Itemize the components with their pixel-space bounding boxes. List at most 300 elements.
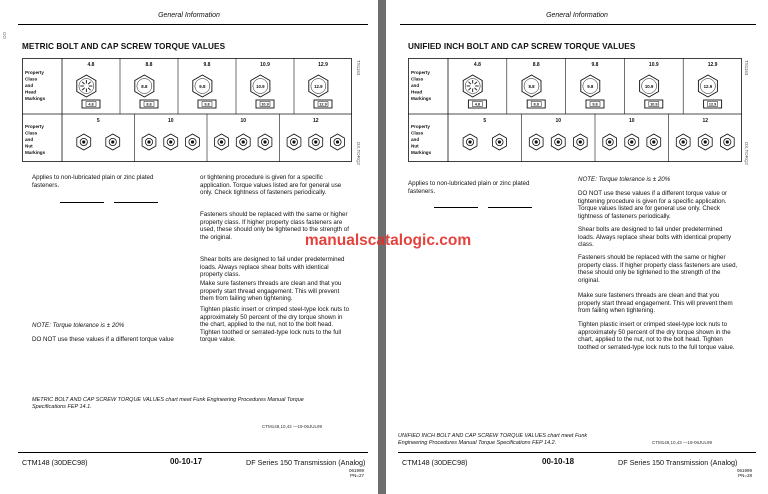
unit-header xyxy=(114,202,136,209)
nut-shape xyxy=(336,140,339,143)
size-cell xyxy=(408,292,434,299)
nut-shape xyxy=(263,140,266,143)
marking-diagram xyxy=(22,58,352,162)
nut-shape xyxy=(220,140,223,143)
head-mark: 9.8 xyxy=(199,84,206,89)
torque-cell xyxy=(136,285,158,292)
torque-cell xyxy=(136,261,158,268)
torque-cell xyxy=(82,250,104,257)
thread-text: Make sure fasteners threads are clean and that you properly start thread engagement. This will prevent them from failing when tightening. xyxy=(578,292,733,315)
shear-bolt-text: Shear bolts are designed to fail under predetermined loads. Always replace shear bolts with identical property class. xyxy=(578,226,732,249)
footer-date: 061999 xyxy=(348,468,364,473)
procedure-text: or tightening procedure is given for a specific application. Torque values listed are for general use only. Check tightness of fasteners periodically. xyxy=(200,174,342,197)
torque-cell xyxy=(488,309,510,316)
footer-rule xyxy=(398,452,756,453)
nut-shape xyxy=(630,140,633,143)
torque-cell xyxy=(488,218,510,225)
torque-cell xyxy=(488,329,510,336)
nut-grade-label: 10 xyxy=(628,118,635,124)
usage-warning: DO NOT use these values if a different torque value or tightening procedure is given for a specific application. Torque values listed are for general use only. Check tightness of fasteners periodically. xyxy=(578,190,728,220)
torque-cell xyxy=(488,268,510,275)
nut-shape xyxy=(169,140,172,143)
torque-cell xyxy=(510,268,532,275)
nut-shape xyxy=(292,140,295,143)
nut-grade-label: 5 xyxy=(96,118,100,124)
side-mark: 9.8 xyxy=(204,102,210,107)
row-label: Class xyxy=(25,76,38,82)
size-cell xyxy=(408,353,434,360)
size-cell xyxy=(408,323,434,330)
torque-cell xyxy=(456,359,478,366)
torque-cell xyxy=(510,255,532,262)
torque-cell xyxy=(114,261,136,268)
torque-cell xyxy=(510,262,532,269)
torque-cell xyxy=(456,316,478,323)
table-row xyxy=(34,291,158,298)
torque-cell xyxy=(434,346,456,353)
torque-cell xyxy=(456,268,478,275)
grade-label: 10.9 xyxy=(648,62,659,68)
size-cell xyxy=(408,218,434,225)
footer-page-info xyxy=(320,468,364,478)
row-label: and xyxy=(25,83,34,88)
table-row xyxy=(408,359,532,366)
torque-cell xyxy=(60,244,82,251)
size-cell xyxy=(408,262,434,269)
head-mark: 8.8 xyxy=(528,84,535,89)
size-cell xyxy=(408,340,434,347)
torque-cell xyxy=(510,292,532,299)
torque-cell xyxy=(114,285,136,292)
torque-cell xyxy=(488,255,510,262)
side-mark: 12.9 xyxy=(319,102,327,107)
row-label: Head xyxy=(411,89,423,95)
torque-cell xyxy=(114,244,136,251)
unit-header xyxy=(510,207,532,214)
table-row xyxy=(34,220,158,227)
table-row xyxy=(408,255,532,262)
torque-cell xyxy=(82,285,104,292)
group-header xyxy=(434,200,478,207)
table-row xyxy=(34,267,158,274)
torque-cell xyxy=(114,250,136,257)
grade-label: 9.8 xyxy=(591,62,599,68)
row-label: Property xyxy=(411,124,430,129)
replacement-text: Fasteners should be replaced with the same or higher property class. If higher property class fasteners are used, these should only be tightened to the strength of the original. xyxy=(200,211,349,241)
torque-cell xyxy=(434,299,456,306)
table-row xyxy=(408,353,532,360)
header-rule xyxy=(18,24,368,25)
torque-cell xyxy=(510,218,532,225)
torque-cell xyxy=(434,323,456,330)
group-header xyxy=(488,200,532,207)
torque-cell xyxy=(456,346,478,353)
torque-cell xyxy=(82,267,104,274)
table-row xyxy=(408,316,532,323)
footer-pn: PN=27 xyxy=(350,473,364,478)
table-row xyxy=(408,299,532,306)
marking-diagram xyxy=(408,58,742,162)
head-mark: 10.9 xyxy=(644,84,654,89)
torque-cell xyxy=(60,261,82,268)
torque-cell xyxy=(488,316,510,323)
size-cell xyxy=(408,225,434,232)
grade-label: 10.9 xyxy=(260,62,270,68)
torque-cell xyxy=(510,329,532,336)
bolt-marking-figure xyxy=(22,58,352,162)
size-cell xyxy=(408,255,434,262)
thread-text: Make sure fasteners threads are clean and that you properly start thread engagement. This will prevent them from failing when tightening. xyxy=(200,280,342,303)
table-row xyxy=(34,250,158,257)
size-cell xyxy=(34,244,60,251)
torque-cell xyxy=(114,274,136,281)
locknut-text: Tighten plastic insert or crimped steel-type lock nuts to approximately 50 percent of the dry torque shown in the chart, applied to the nut, not to the bolt head. Tighten toothed or serrated-type lock nuts to the full torque value. xyxy=(200,306,350,344)
row-label: Class xyxy=(25,130,38,136)
torque-cell xyxy=(114,220,136,227)
header-rule xyxy=(400,24,756,25)
size-cell xyxy=(34,274,60,281)
torque-cell xyxy=(456,218,478,225)
row-label: Property xyxy=(25,70,44,75)
replacement-text: Fasteners should be replaced with the same or higher property class. If higher property class fasteners are used, these should only be tightened to the strength of the original. xyxy=(578,254,738,284)
row-label: Markings xyxy=(411,150,432,155)
table-row xyxy=(408,340,532,347)
side-mark: 8.8 xyxy=(146,102,152,107)
unit-header xyxy=(434,207,456,214)
margin-mark: OO xyxy=(2,32,7,40)
size-cell xyxy=(34,250,60,257)
head-mark: 12.9 xyxy=(703,84,713,89)
nut-shape xyxy=(682,140,685,143)
bolt-marking-figure xyxy=(408,58,742,162)
torque-cell xyxy=(82,220,104,227)
torque-table xyxy=(34,195,158,298)
torque-cell xyxy=(456,309,478,316)
page-title: UNIFIED INCH BOLT AND CAP SCREW TORQUE VALUES xyxy=(408,42,636,51)
grade-label: 12.9 xyxy=(318,62,328,68)
grade-label: 8.8 xyxy=(532,62,540,68)
table-row xyxy=(408,279,532,286)
grade-label: 4.8 xyxy=(87,62,95,68)
table-row xyxy=(408,329,532,336)
page-number: 00-10-17 xyxy=(170,457,203,466)
torque-cell xyxy=(510,225,532,232)
size-cell xyxy=(34,213,60,220)
torque-cell xyxy=(456,225,478,232)
torque-cell xyxy=(488,225,510,232)
torque-cell xyxy=(488,353,510,360)
side-mark: 12.9 xyxy=(708,102,717,107)
size-cell xyxy=(34,285,60,292)
torque-cell xyxy=(488,279,510,286)
figure-code: DX,TORQ2 xyxy=(356,142,361,165)
nut-grade-label: 10 xyxy=(240,118,247,124)
nut-shape xyxy=(608,140,611,143)
torque-cell xyxy=(60,285,82,292)
size-cell xyxy=(34,220,60,227)
nut-grade-label: 5 xyxy=(483,118,487,124)
torque-note: NOTE: Torque tolerance is ± 20% xyxy=(32,322,125,329)
torque-cell xyxy=(488,286,510,293)
torque-cell xyxy=(488,359,510,366)
figure-code: DX,TORQ2 xyxy=(744,142,749,165)
torque-cell xyxy=(136,250,158,257)
torque-cell xyxy=(60,291,82,298)
shear-bolt-text: Shear bolts are designed to fail under predetermined loads. Always replace shear bolts with identical property class. xyxy=(200,256,345,279)
torque-cell xyxy=(488,292,510,299)
size-cell xyxy=(34,226,60,233)
torque-cell xyxy=(114,267,136,274)
grade-label: 9.8 xyxy=(203,62,211,68)
chart-footnote: UNIFIED INCH BOLT AND CAP SCREW TORQUE VALUES chart meet Funk Engineering Procedures Manual Torque Specifications FEP 14.2. xyxy=(398,433,588,446)
torque-cell xyxy=(456,262,478,269)
torque-cell xyxy=(434,340,456,347)
torque-cell xyxy=(434,292,456,299)
unit-header xyxy=(82,202,104,209)
table-row xyxy=(408,346,532,353)
torque-cell xyxy=(82,291,104,298)
nut-shape xyxy=(535,140,538,143)
size-cell xyxy=(408,286,434,293)
torque-cell xyxy=(434,225,456,232)
torque-cell xyxy=(114,226,136,233)
side-mark: 4.8 xyxy=(474,102,481,107)
nut-grade-label: 10 xyxy=(555,118,562,124)
side-mark: 10.9 xyxy=(650,102,658,107)
size-cell xyxy=(34,291,60,298)
torque-cell xyxy=(136,226,158,233)
torque-cell xyxy=(82,274,104,281)
torque-cell xyxy=(488,346,510,353)
torque-cell xyxy=(488,262,510,269)
head-mark: 8.8 xyxy=(141,84,148,89)
usage-warning: DO NOT use these values if a different torque value xyxy=(32,336,174,343)
table-row xyxy=(34,237,158,244)
row-label: Class xyxy=(411,130,424,136)
torque-cell xyxy=(456,286,478,293)
document-code: CTM148,10,43 —19-06JUL99 xyxy=(652,440,713,445)
torque-cell xyxy=(510,353,532,360)
size-header xyxy=(408,200,434,207)
size-cell xyxy=(408,309,434,316)
torque-cell xyxy=(456,255,478,262)
size-cell xyxy=(408,346,434,353)
footer-pn: PN=28 xyxy=(738,473,752,478)
torque-cell xyxy=(136,213,158,220)
torque-cell xyxy=(510,323,532,330)
torque-cell xyxy=(510,299,532,306)
nut-shape xyxy=(314,140,317,143)
torque-cell xyxy=(82,226,104,233)
size-cell xyxy=(34,237,60,244)
row-label: Nut xyxy=(411,143,419,149)
torque-cell xyxy=(456,279,478,286)
torque-cell xyxy=(60,250,82,257)
intro-text: Applies to non-lubricated plain or zinc plated fasteners. xyxy=(408,180,530,195)
footer-rule xyxy=(18,452,368,453)
table-row xyxy=(408,323,532,330)
page-title: METRIC BOLT AND CAP SCREW TORQUE VALUES xyxy=(22,42,226,51)
group-header xyxy=(114,195,158,202)
torque-cell xyxy=(510,340,532,347)
nut-shape xyxy=(557,140,560,143)
nut-grade-label: 10 xyxy=(167,118,174,124)
table-row xyxy=(408,225,532,232)
row-label: Markings xyxy=(25,150,46,155)
table-row xyxy=(34,261,158,268)
torque-cell xyxy=(114,291,136,298)
page-number: 00-10-18 xyxy=(542,457,575,466)
footer-date: 061999 xyxy=(736,468,752,473)
side-mark: 10.9 xyxy=(261,102,269,107)
table-row xyxy=(34,213,158,220)
torque-cell xyxy=(434,359,456,366)
torque-cell xyxy=(60,274,82,281)
side-mark: 4.8 xyxy=(88,102,94,107)
running-head: General Information xyxy=(546,12,608,19)
torque-cell xyxy=(434,255,456,262)
row-label: Head xyxy=(25,89,37,95)
row-label: Nut xyxy=(25,143,33,149)
nut-shape xyxy=(579,140,582,143)
size-cell xyxy=(34,267,60,274)
size-cell xyxy=(408,299,434,306)
row-label: Markings xyxy=(25,96,46,101)
table-row xyxy=(408,218,532,225)
locknut-text: Tighten plastic insert or crimped steel-type lock nuts to approximately 50 percent of the dry torque shown in the chart, applied to the nut, not to the bolt head. Tighten toothed or serrated-type lock nuts to the full torque value. xyxy=(578,321,735,351)
torque-cell xyxy=(510,316,532,323)
unit-header xyxy=(488,207,510,214)
table-row xyxy=(408,286,532,293)
size-cell xyxy=(408,316,434,323)
torque-cell xyxy=(456,299,478,306)
torque-cell xyxy=(510,346,532,353)
figure-code: TS1163 xyxy=(744,60,749,76)
torque-cell xyxy=(488,299,510,306)
figure-code: TS1163 xyxy=(356,60,361,76)
row-label: and xyxy=(411,137,420,142)
nut-shape xyxy=(726,140,729,143)
group-header xyxy=(60,195,104,202)
head-mark: 9.8 xyxy=(587,84,594,89)
torque-cell xyxy=(434,268,456,275)
torque-cell xyxy=(456,323,478,330)
nut-shape xyxy=(242,140,245,143)
nut-shape xyxy=(468,140,471,143)
table-row xyxy=(408,268,532,275)
torque-cell xyxy=(434,309,456,316)
size-cell xyxy=(408,359,434,366)
table-row xyxy=(34,285,158,292)
torque-cell xyxy=(456,340,478,347)
torque-cell xyxy=(434,329,456,336)
torque-cell xyxy=(82,261,104,268)
table-row xyxy=(34,244,158,251)
unit-header xyxy=(456,207,478,214)
torque-cell xyxy=(510,309,532,316)
torque-cell xyxy=(434,262,456,269)
row-label: and xyxy=(25,137,34,142)
torque-cell xyxy=(136,244,158,251)
torque-cell xyxy=(82,237,104,244)
torque-cell xyxy=(510,279,532,286)
torque-cell xyxy=(456,329,478,336)
nut-shape xyxy=(191,140,194,143)
size-cell xyxy=(408,268,434,275)
nut-shape xyxy=(704,140,707,143)
torque-cell xyxy=(136,274,158,281)
torque-cell xyxy=(60,267,82,274)
torque-cell xyxy=(434,218,456,225)
nut-shape xyxy=(498,140,501,143)
grade-label: 12.9 xyxy=(707,62,718,68)
torque-cell xyxy=(488,323,510,330)
torque-cell xyxy=(510,359,532,366)
size-header xyxy=(34,195,60,202)
torque-note: NOTE: Torque tolerance is ± 20% xyxy=(578,176,671,183)
row-label: Property xyxy=(411,70,430,75)
footer-series: DF Series 150 Transmission (Analog) xyxy=(246,458,366,467)
document-code: CTM148,10,42 —19-06JUL99 xyxy=(262,424,323,429)
torque-cell xyxy=(60,226,82,233)
torque-cell xyxy=(136,220,158,227)
size-cell xyxy=(408,279,434,286)
torque-cell xyxy=(456,353,478,360)
nut-shape xyxy=(111,140,114,143)
torque-cell xyxy=(488,340,510,347)
table-row xyxy=(408,292,532,299)
table-row xyxy=(408,309,532,316)
torque-cell xyxy=(136,291,158,298)
table-row xyxy=(34,226,158,233)
nut-grade-label: 12 xyxy=(312,118,319,124)
torque-cell xyxy=(60,237,82,244)
nut-shape xyxy=(82,140,85,143)
torque-cell xyxy=(114,237,136,244)
torque-table xyxy=(408,200,532,366)
watermark: manualscatalogic.com xyxy=(304,232,472,249)
head-mark: 12.9 xyxy=(314,84,323,89)
torque-cell xyxy=(60,213,82,220)
torque-cell xyxy=(60,220,82,227)
nut-shape xyxy=(147,140,150,143)
head-mark: 10.9 xyxy=(256,84,265,89)
nut-shape xyxy=(652,140,655,143)
torque-cell xyxy=(434,316,456,323)
size-cell xyxy=(34,261,60,268)
row-label: Property xyxy=(25,124,44,129)
side-mark: 9.8 xyxy=(592,102,598,107)
torque-cell xyxy=(456,292,478,299)
grade-label: 8.8 xyxy=(145,62,153,68)
torque-cell xyxy=(434,353,456,360)
torque-cell xyxy=(114,213,136,220)
side-mark: 8.8 xyxy=(533,102,539,107)
unit-header xyxy=(60,202,82,209)
intro-text: Applies to non-lubricated plain or zinc plated fasteners. xyxy=(32,174,154,189)
row-label: and xyxy=(411,83,420,88)
footer-document: CTM148 (30DEC98) xyxy=(22,458,88,467)
table-row xyxy=(408,262,532,269)
torque-cell xyxy=(136,267,158,274)
size-cell xyxy=(408,329,434,336)
chart-footnote: METRIC BOLT AND CAP SCREW TORQUE VALUES chart meet Funk Engineering Procedures Manual Torque Specifications FEP 14.1. xyxy=(32,397,304,410)
row-label: Class xyxy=(411,76,424,82)
footer-document: CTM148 (30DEC98) xyxy=(402,458,468,467)
table-row xyxy=(34,274,158,281)
nut-grade-label: 12 xyxy=(702,118,709,124)
torque-cell xyxy=(510,286,532,293)
